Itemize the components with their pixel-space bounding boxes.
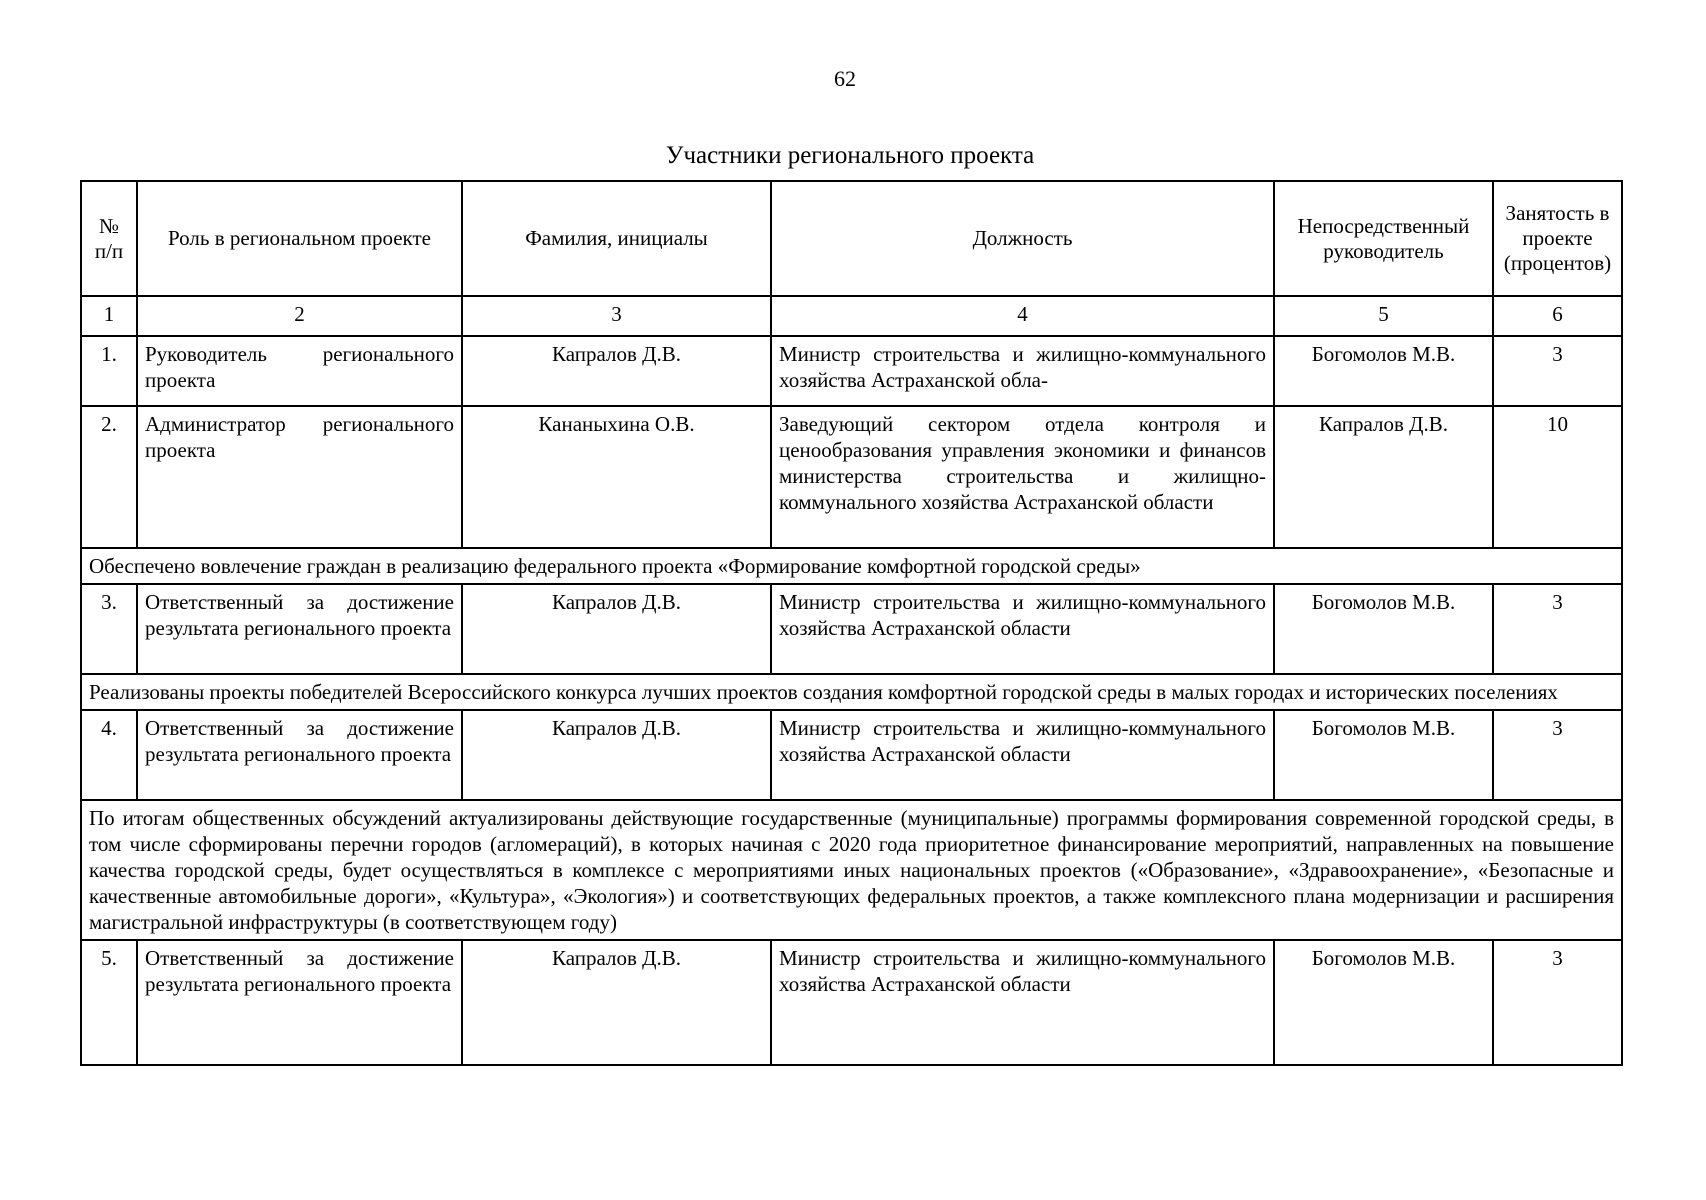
header-row — [81, 181, 1622, 296]
row-num: 1. — [81, 336, 137, 406]
table-row — [81, 710, 1622, 800]
section-heading-row — [81, 674, 1622, 710]
row-role: Ответственный за достижение результата регионального проекта — [137, 584, 462, 674]
row-load: 3 — [1493, 584, 1622, 674]
row-manager: Богомолов М.В. — [1274, 584, 1493, 674]
row-name: Кананыхина О.В. — [462, 406, 771, 548]
column-numbers-row — [81, 296, 1622, 336]
row-num: 4. — [81, 710, 137, 800]
row-position: Министр строительства и жилищно-коммунального хозяйства Астраханской обла- — [771, 336, 1274, 406]
row-manager: Богомолов М.В. — [1274, 940, 1493, 1065]
header-load: Занятость в проекте (процентов) — [1493, 181, 1622, 296]
row-position: Министр строительства и жилищно-коммунального хозяйства Астраханской области — [771, 940, 1274, 1065]
header-name: Фамилия, инициалы — [462, 181, 771, 296]
participants-table — [80, 180, 1623, 1066]
column-number: 4 — [771, 296, 1274, 336]
row-role: Ответственный за достижение результата регионального проекта — [137, 710, 462, 800]
header-num: № п/п — [81, 181, 137, 296]
section-heading: Обеспечено вовлечение граждан в реализацию федерального проекта «Формирование комфортной городской среды» — [81, 548, 1622, 584]
row-num: 5. — [81, 940, 137, 1065]
row-position: Заведующий сектором отдела контроля и ценообразования управления экономики и финансов министерства строительства и жилищно-коммунального хозяйства Астраханской области — [771, 406, 1274, 548]
column-number: 2 — [137, 296, 462, 336]
row-manager: Капралов Д.В. — [1274, 406, 1493, 548]
section-heading-row — [81, 800, 1622, 940]
document-title: Участники регионального проекта — [665, 142, 1035, 169]
row-name: Капралов Д.В. — [462, 584, 771, 674]
row-name: Капралов Д.В. — [462, 710, 771, 800]
section-heading: По итогам общественных обсуждений актуализированы действующие государственные (муниципальные) программы формирования современной городской среды, в том числе сформированы перечни городов (агломераций), в которых начиная с 2020 года приоритетное финансирование мероприятий, направленных на повышение качества городской среды, будет осуществляться в комплексе с мероприятиями иных национальных проектов («Образование», «Здравоохранение», «Безопасные и качественные автомобильные дороги», «Культура», «Экология») и соответствующих федеральных проектов, а также комплексного плана модернизации и расширения магистральной инфраструктуры (в соответствующем году) — [81, 800, 1622, 940]
row-position: Министр строительства и жилищно-коммунального хозяйства Астраханской области — [771, 710, 1274, 800]
column-number: 5 — [1274, 296, 1493, 336]
row-role: Администратор регионального проекта — [137, 406, 462, 548]
row-role: Руководитель регионального проекта — [137, 336, 462, 406]
column-number: 1 — [81, 296, 137, 336]
column-number: 6 — [1493, 296, 1622, 336]
table-row — [81, 940, 1622, 1065]
row-position: Министр строительства и жилищно-коммунального хозяйства Астраханской области — [771, 584, 1274, 674]
header-position: Должность — [771, 181, 1274, 296]
row-manager: Богомолов М.В. — [1274, 710, 1493, 800]
page-number: 62 — [834, 66, 856, 91]
row-name: Капралов Д.В. — [462, 940, 771, 1065]
column-number: 3 — [462, 296, 771, 336]
row-name: Капралов Д.В. — [462, 336, 771, 406]
row-load: 10 — [1493, 406, 1622, 548]
row-num: 3. — [81, 584, 137, 674]
table-row — [81, 406, 1622, 548]
table-row — [81, 336, 1622, 406]
section-heading: Реализованы проекты победителей Всероссийского конкурса лучших проектов создания комфортной городской среды в малых городах и исторических поселениях — [81, 674, 1622, 710]
row-role: Ответственный за достижение результата регионального проекта — [137, 940, 462, 1065]
row-load: 3 — [1493, 710, 1622, 800]
row-load: 3 — [1493, 336, 1622, 406]
section-heading-row — [81, 548, 1622, 584]
header-manager: Непосредственный руководитель — [1274, 181, 1493, 296]
row-load: 3 — [1493, 940, 1622, 1065]
header-role: Роль в региональном проекте — [137, 181, 462, 296]
row-num: 2. — [81, 406, 137, 548]
row-manager: Богомолов М.В. — [1274, 336, 1493, 406]
table-row — [81, 584, 1622, 674]
